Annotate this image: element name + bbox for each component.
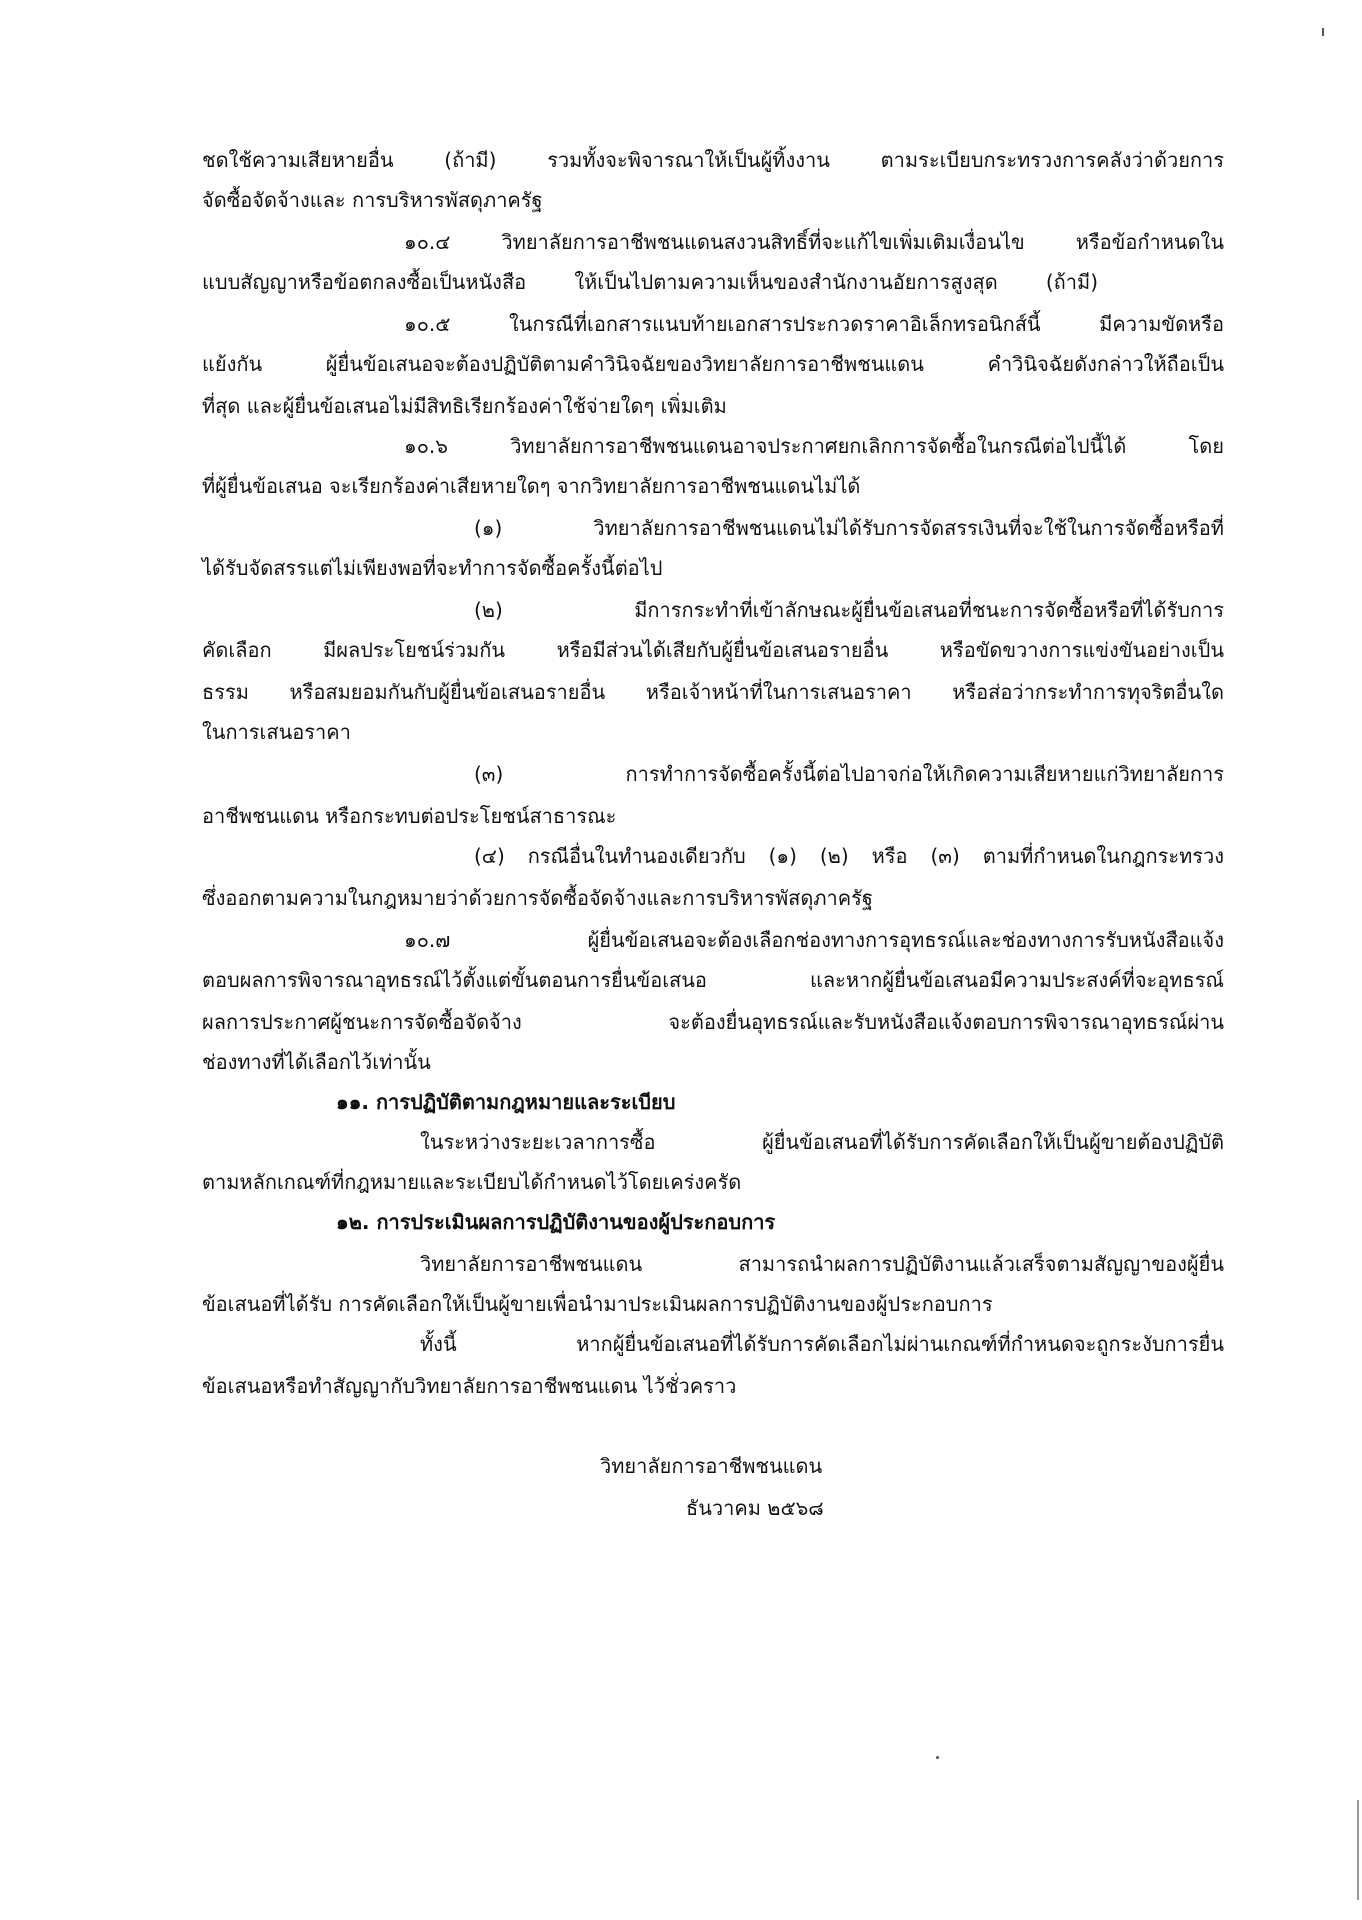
paragraph-line: จัดซื้อจัดจ้างและ การบริหารพัสดุภาครัฐ bbox=[202, 188, 543, 212]
subclause-3: (๓) การทำการจัดซื้อครั้งนี้ต่อไปอาจก่อให้เกิดความเสียหายแก่วิทยาลัยการ bbox=[474, 762, 1224, 786]
scan-mark bbox=[1322, 28, 1324, 36]
paragraph-line: ผลการประกาศผู้ชนะการจัดซื้อจัดจ้าง จะต้องยื่นอุทธรณ์และรับหนังสือแจ้งตอบการพิจารณาอุทธรณ์ผ่าน bbox=[202, 1010, 1224, 1034]
paragraph-line: ตอบผลการพิจารณาอุทธรณ์ไว้ตั้งแต่ขั้นตอนการยื่นข้อเสนอ และหากผู้ยื่นข้อเสนอมีความประสงค์ที่จะอุทธรณ์ bbox=[202, 968, 1224, 992]
signature-date: ธันวาคม ๒๕๖๘ bbox=[686, 1496, 824, 1520]
subclause-1: (๑) วิทยาลัยการอาชีพชนแดนไม่ได้รับการจัดสรรเงินที่จะใช้ในการจัดซื้อหรือที่ bbox=[474, 516, 1224, 540]
paragraph-line: วิทยาลัยการอาชีพชนแดน สามารถนำผลการปฏิบัติงานแล้วเสร็จตามสัญญาของผู้ยื่น bbox=[420, 1252, 1224, 1276]
paragraph-line: ที่ผู้ยื่นข้อเสนอ จะเรียกร้องค่าเสียหายใดๆ จากวิทยาลัยการอาชีพชนแดนไม่ได้ bbox=[202, 474, 861, 498]
paragraph-line: ได้รับจัดสรรแต่ไม่เพียงพอที่จะทำการจัดซื้อครั้งนี้ต่อไป bbox=[202, 556, 663, 580]
paragraph-line: แย้งกัน ผู้ยื่นข้อเสนอจะต้องปฏิบัติตามคำวินิจฉัยของวิทยาลัยการอาชีพชนแดน คำวินิจฉัยดังกล่าวให้ถือเป็น bbox=[202, 352, 1224, 376]
subclause-2: (๒) มีการกระทำที่เข้าลักษณะผู้ยื่นข้อเสนอที่ชนะการจัดซื้อหรือที่ได้รับการ bbox=[474, 598, 1224, 622]
paragraph-line: ชดใช้ความเสียหายอื่น (ถ้ามี) รวมทั้งจะพิจารณาให้เป็นผู้ทิ้งงาน ตามระเบียบกระทรวงการคลังว่าด้วยการ bbox=[202, 148, 1224, 172]
clause-10-6: ๑๐.๖ วิทยาลัยการอาชีพชนแดนอาจประกาศยกเลิกการจัดซื้อในกรณีต่อไปนี้ได้ โดย bbox=[404, 434, 1224, 458]
clause-10-5: ๑๐.๕ ในกรณีที่เอกสารแนบท้ายเอกสารประกวดราคาอิเล็กทรอนิกส์นี้ มีความขัดหรือ bbox=[404, 312, 1224, 336]
paragraph-line: ข้อเสนอหรือทำสัญญากับวิทยาลัยการอาชีพชนแดน ไว้ชั่วคราว bbox=[202, 1374, 737, 1398]
paragraph-line: ทั้งนี้ หากผู้ยื่นข้อเสนอที่ได้รับการคัดเลือกไม่ผ่านเกณฑ์ที่กำหนดจะถูกระงับการยื่น bbox=[420, 1332, 1224, 1356]
signature-organization: วิทยาลัยการอาชีพชนแดน bbox=[600, 1454, 823, 1478]
paragraph-line: ตามหลักเกณฑ์ที่กฎหมายและระเบียบได้กำหนดไว้โดยเคร่งครัด bbox=[202, 1170, 742, 1194]
section-12-heading: ๑๒. การประเมินผลการปฏิบัติงานของผู้ประกอบการ bbox=[336, 1210, 776, 1234]
clause-10-4: ๑๐.๔ วิทยาลัยการอาชีพชนแดนสงวนสิทธิ์ที่จะแก้ไขเพิ่มเติมเงื่อนไข หรือข้อกำหนดใน bbox=[404, 230, 1224, 254]
subclause-4: (๔) กรณีอื่นในทำนองเดียวกับ (๑) (๒) หรือ (๓) ตามที่กำหนดในกฎกระทรวง bbox=[474, 844, 1224, 868]
clause-10-7: ๑๐.๗ ผู้ยื่นข้อเสนอจะต้องเลือกช่องทางการอุทธรณ์และช่องทางการรับหนังสือแจ้ง bbox=[404, 928, 1224, 952]
paragraph-line: ธรรม หรือสมยอมกันกับผู้ยื่นข้อเสนอรายอื่น หรือเจ้าหน้าที่ในการเสนอราคา หรือส่อว่ากระทำการทุจริตอื่นใด bbox=[202, 680, 1224, 704]
paragraph-line: ที่สุด และผู้ยื่นข้อเสนอไม่มีสิทธิเรียกร้องค่าใช้จ่ายใดๆ เพิ่มเติม bbox=[202, 394, 727, 418]
paragraph-line: แบบสัญญาหรือข้อตกลงซื้อเป็นหนังสือ ให้เป็นไปตามความเห็นของสำนักงานอัยการสูงสุด (ถ้ามี) bbox=[202, 270, 1098, 294]
paragraph-line: อาชีพชนแดน หรือกระทบต่อประโยชน์สาธารณะ bbox=[202, 804, 617, 828]
scan-edge bbox=[1357, 1800, 1359, 1900]
paragraph-line: ในการเสนอราคา bbox=[202, 720, 351, 744]
section-11-heading: ๑๑. การปฏิบัติตามกฎหมายและระเบียบ bbox=[336, 1090, 676, 1114]
paragraph-line: ช่องทางที่ได้เลือกไว้เท่านั้น bbox=[202, 1050, 431, 1074]
paragraph-line: ในระหว่างระยะเวลาการซื้อ ผู้ยื่นข้อเสนอที่ได้รับการคัดเลือกให้เป็นผู้ขายต้องปฏิบัติ bbox=[420, 1130, 1224, 1154]
paragraph-line: ข้อเสนอที่ได้รับ การคัดเลือกให้เป็นผู้ขายเพื่อนำมาประเมินผลการปฏิบัติงานของผู้ประกอบการ bbox=[202, 1292, 993, 1316]
scan-dot bbox=[936, 1756, 939, 1759]
paragraph-line: คัดเลือก มีผลประโยชน์ร่วมกัน หรือมีส่วนได้เสียกับผู้ยื่นข้อเสนอรายอื่น หรือขัดขวางการแข่งขันอย่างเป็น bbox=[202, 638, 1224, 662]
paragraph-line: ซึ่งออกตามความในกฎหมายว่าด้วยการจัดซื้อจัดจ้างและการบริหารพัสดุภาครัฐ bbox=[202, 886, 873, 910]
